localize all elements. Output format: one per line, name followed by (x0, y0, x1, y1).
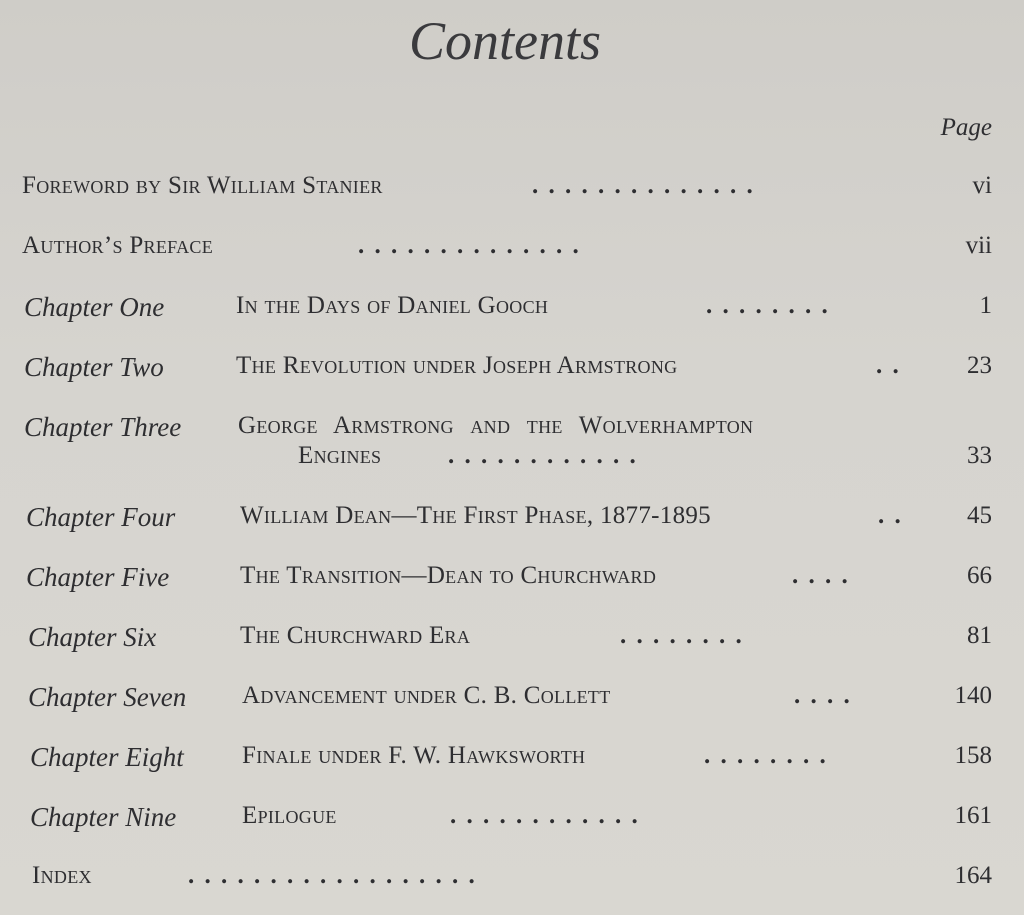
page-number: 66 (967, 562, 992, 589)
entry-title: The Churchward Era (240, 622, 471, 649)
entry-title: Author’s Preface (22, 232, 214, 259)
leader-dots: . . . . . . . . . . . . . . . . . . (188, 862, 477, 889)
entry-title: Epilogue (242, 802, 337, 829)
entry-title: In the Days of Daniel Gooch (236, 292, 549, 319)
toc-entry-chapter-seven[interactable] (0, 682, 1024, 722)
chapter-label: Chapter One (24, 292, 165, 322)
page-number: 23 (967, 352, 992, 379)
entry-title: Index (32, 862, 92, 889)
page-number: vii (965, 232, 992, 259)
page-number: 158 (954, 742, 992, 769)
entry-title: Finale under F. W. Hawksworth (242, 742, 586, 769)
toc-entry-index[interactable] (0, 862, 1024, 902)
toc-entry-chapter-four[interactable] (0, 502, 1024, 542)
leader-dots: . . . . . . . . . . . . . . (358, 232, 581, 259)
toc-entry-chapter-eight[interactable] (0, 742, 1024, 782)
chapter-label: Chapter Seven (28, 682, 187, 712)
page-title: Contents (408, 11, 601, 71)
page-number: vi (972, 172, 992, 199)
chapter-label: Chapter Eight (30, 742, 184, 772)
toc-entry-foreword[interactable] (0, 172, 1024, 212)
entry-title: William Dean—The First Phase, 1877-1895 (240, 502, 711, 529)
leader-dots: . . . . . . . . (704, 742, 828, 769)
page-column-heading: Page (940, 114, 992, 141)
toc-entry-chapter-one[interactable] (0, 292, 1024, 332)
entry-title: The Transition—Dean to Churchward (240, 562, 657, 589)
entry-title: George Armstrong and the Wolverhampton (238, 412, 754, 439)
toc-entry-chapter-two[interactable] (0, 352, 1024, 392)
page-number: 81 (967, 622, 992, 649)
toc-entry-chapter-six[interactable] (0, 622, 1024, 662)
toc-entry-chapter-three[interactable] (0, 412, 1024, 484)
page-number: 140 (954, 682, 992, 709)
page-number: 161 (954, 802, 992, 829)
toc-entry-chapter-nine[interactable] (0, 802, 1024, 842)
page-number: 45 (967, 502, 992, 529)
chapter-label: Chapter Nine (30, 802, 177, 832)
leader-dots: . . . . . . . . (620, 622, 744, 649)
leader-dots: . . . . . . . . . . . . (448, 442, 638, 469)
leader-dots: . . . . (792, 562, 850, 589)
chapter-label: Chapter Two (24, 352, 164, 382)
entry-title: The Revolution under Joseph Armstrong (236, 352, 678, 379)
leader-dots: . . (876, 352, 901, 379)
page-number: 1 (979, 292, 992, 319)
leader-dots: . . . . . . . . . . . . (450, 802, 640, 829)
entry-title: Advancement under C. B. Collett (242, 682, 611, 709)
leader-dots: . . . . (794, 682, 852, 709)
page-number: 33 (967, 442, 992, 469)
page-number: 164 (954, 862, 992, 889)
leader-dots: . . . . . . . . (706, 292, 830, 319)
chapter-label: Chapter Four (26, 502, 176, 532)
chapter-label: Chapter Three (24, 412, 182, 442)
chapter-label: Chapter Five (26, 562, 170, 592)
toc-entry-preface[interactable] (0, 232, 1024, 272)
toc-entry-chapter-five[interactable] (0, 562, 1024, 602)
chapter-label: Chapter Six (28, 622, 157, 652)
entry-title: Foreword by Sir William Stanier (22, 172, 383, 199)
leader-dots: . . (878, 502, 903, 529)
entry-title-continuation: Engines (298, 442, 382, 469)
leader-dots: . . . . . . . . . . . . . . (532, 172, 755, 199)
